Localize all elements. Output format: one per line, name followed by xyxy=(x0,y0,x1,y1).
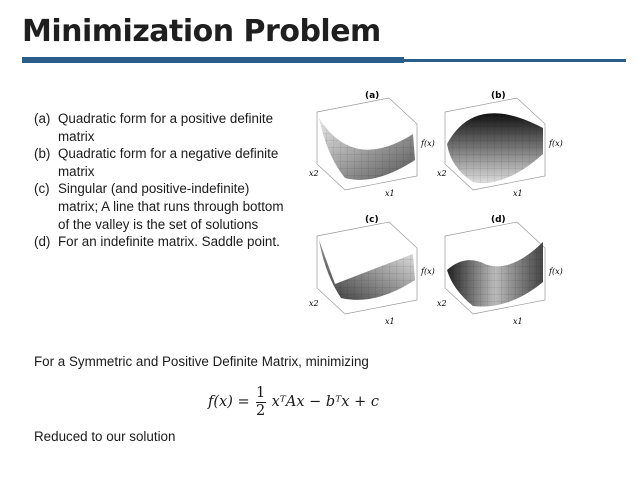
axis-label-x1: x1 xyxy=(385,317,395,326)
list-item xyxy=(34,110,292,145)
axis-label-x2: x2 xyxy=(309,169,319,178)
list-item xyxy=(34,233,292,251)
axis-label-x2: x2 xyxy=(309,299,319,308)
list-item xyxy=(34,145,292,180)
formula-lhs: f(x) = xyxy=(208,394,250,410)
formula-fraction-denominator: 2 xyxy=(256,402,266,419)
axis-label-fx: f(x) xyxy=(549,267,563,276)
figure-label-a: (a) xyxy=(365,91,380,101)
conclusion-text: Reduced to our solution xyxy=(34,429,176,444)
quadratic-formula xyxy=(208,380,379,424)
list-item-text: For an indefinite matrix. Saddle point. xyxy=(58,234,280,250)
figure-label-c: (c) xyxy=(365,215,379,225)
list-item-text: Quadratic form for a positive definite matrix xyxy=(58,111,274,144)
figure-description-list xyxy=(34,110,292,251)
axis-label-x1: x1 xyxy=(513,317,523,326)
spd-paragraph: For a Symmetric and Positive Definite Matrix, minimizing xyxy=(34,354,369,369)
list-item-text: Singular (and positive-indefinite) matrix; A line that runs through bottom of the valley is the set of solutions xyxy=(58,181,284,232)
axis-label-x1: x1 xyxy=(385,189,395,198)
list-item-label: (b) xyxy=(34,146,51,162)
list-item-label: (c) xyxy=(34,181,50,197)
figure-panel-d xyxy=(437,215,563,326)
figure-label-d: (d) xyxy=(491,215,506,225)
list-item-label: (d) xyxy=(34,234,51,250)
axis-label-fx: f(x) xyxy=(421,139,435,148)
axis-label-fx: f(x) xyxy=(549,139,563,148)
figure-panel-b xyxy=(437,91,563,198)
axis-label-x2: x2 xyxy=(437,169,447,178)
list-item xyxy=(34,180,292,233)
axis-label-x2: x2 xyxy=(437,299,447,308)
axis-label-fx: f(x) xyxy=(421,267,435,276)
slide-title: Minimization Problem xyxy=(22,14,381,49)
axis-label-x1: x1 xyxy=(513,189,523,198)
formula-fraction xyxy=(256,385,266,420)
figure-panel-a xyxy=(309,91,435,198)
list-item-text: Quadratic form for a negative definite matrix xyxy=(58,146,279,179)
figure-label-b: (b) xyxy=(491,91,506,101)
quadratic-surface-figures xyxy=(305,84,635,330)
title-underline-dark xyxy=(22,57,404,63)
title-underline-light xyxy=(404,59,626,62)
list-item-label: (a) xyxy=(34,111,51,126)
formula-rhs: xᵀAx − bᵀx + c xyxy=(271,394,379,410)
formula-fraction-numerator: 1 xyxy=(256,384,266,401)
figure-panel-c xyxy=(309,215,435,326)
